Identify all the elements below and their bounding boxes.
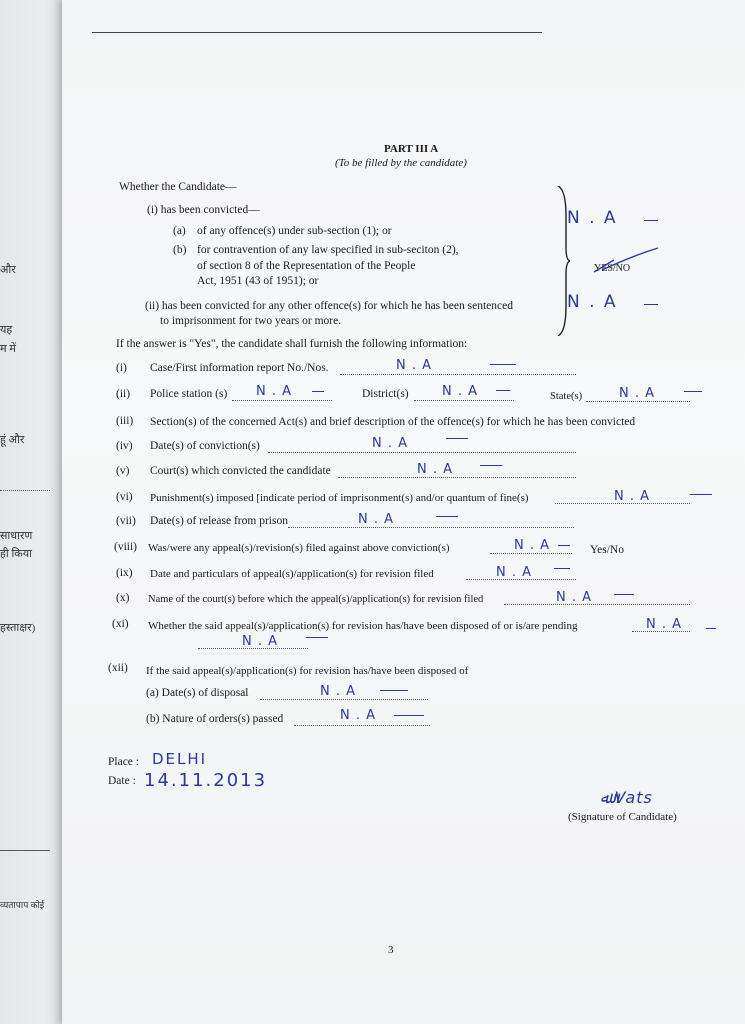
item-iv-answer: N . A	[372, 436, 409, 451]
convicted-i: (i) has been convicted—	[147, 204, 260, 216]
item-v-label: Court(s) which convicted the candidate	[150, 465, 331, 477]
convicted-ii-line1: (ii) has been convicted for any other offence(s) for which he has been sentenced	[145, 300, 513, 312]
item-vii-line	[288, 527, 574, 528]
item-x-answer: N . A	[556, 590, 593, 605]
marker-b: (b)	[173, 244, 187, 256]
state-line	[586, 401, 690, 402]
handwritten-dash	[558, 545, 570, 546]
item-xi-label: Whether the said appeal(s)/application(s) for revision has/have been disposed of or is/are pending	[148, 620, 578, 632]
convicted-b-line2: of section 8 of the Representation of the People	[197, 260, 416, 272]
convicted-ii-line2: to imprisonment for two years or more.	[160, 315, 342, 327]
item-ii-line	[232, 400, 332, 401]
handwritten-dash	[496, 390, 510, 391]
part-subtitle: (To be filled by the candidate)	[335, 157, 467, 169]
handwritten-dash	[380, 690, 408, 691]
district-answer: N . A	[442, 384, 479, 399]
item-vi-answer: N . A	[614, 489, 651, 504]
item-xii-b-answer: N . A	[340, 708, 377, 723]
item-iv-line	[268, 452, 576, 453]
date-label: Date :	[108, 775, 136, 787]
handwritten-dash	[644, 304, 658, 305]
item-xii-a-answer: N . A	[320, 684, 357, 699]
item-i-answer: N . A	[396, 358, 433, 373]
yes-no-tick-mark	[592, 246, 662, 276]
handwritten-dash	[554, 568, 570, 569]
top-rule	[92, 32, 542, 33]
item-ii-num: (ii)	[116, 388, 131, 400]
hindi-fragment: और	[0, 264, 16, 276]
item-i-num: (i)	[116, 362, 127, 374]
item-xii-a-label: (a) Date(s) of disposal	[146, 687, 249, 699]
state-label: State(s)	[550, 391, 583, 402]
hindi-fragment: व्यतापाप कोई	[0, 900, 45, 910]
state-answer: N . A	[619, 386, 656, 401]
convicted-b-line1: for contravention of any law specified in sub-seciton (2),	[197, 244, 459, 256]
item-xii-a-line	[260, 699, 428, 700]
handwritten-dash	[706, 628, 716, 629]
item-xi-answer: N . A	[646, 617, 683, 632]
item-v-num: (v)	[116, 465, 130, 477]
handwritten-dash	[436, 516, 458, 517]
dotted-rule	[0, 490, 50, 491]
part-title: PART III A	[384, 143, 439, 155]
item-iv-label: Date(s) of conviction(s)	[150, 440, 260, 452]
handwritten-dash	[394, 715, 424, 716]
intro-text: Whether the Candidate—	[119, 181, 237, 193]
item-ix-label: Date and particulars of appeal(s)/application(s) for revision filed	[150, 568, 434, 580]
item-v-line	[338, 477, 576, 478]
item-vi-label: Punishment(s) imposed [indicate period of imprisonment(s) and/or quantum of fine(s)	[150, 492, 529, 504]
item-xii-label: If the said appeal(s)/application(s) for revision has/have been disposed of	[146, 665, 469, 677]
item-x-label: Name of the court(s) before which the appeal(s)/application(s) for revision filed	[148, 594, 484, 605]
item-xii-b-label: (b) Nature of orders(s) passed	[146, 713, 284, 725]
item-x-num: (x)	[116, 592, 130, 604]
previous-page-strip	[0, 0, 62, 1024]
brace-answer-first: N . A	[567, 208, 618, 228]
handwritten-dash	[446, 438, 468, 439]
handwritten-dash	[690, 494, 712, 495]
hindi-fragment: म में	[0, 343, 16, 355]
handwritten-dash	[480, 465, 502, 466]
handwritten-dash	[312, 391, 324, 392]
handwritten-dash	[614, 594, 634, 595]
district-line	[414, 400, 514, 401]
item-xi-answer2: N . A	[242, 634, 279, 649]
marker-a: (a)	[173, 225, 186, 237]
item-xii-num: (xii)	[108, 662, 128, 674]
hindi-fragment: साधारण	[0, 530, 33, 542]
brace-answer-second: N . A	[567, 292, 618, 312]
item-x-line	[504, 604, 690, 605]
divider-rule	[0, 850, 50, 851]
item-ix-num: (ix)	[116, 567, 133, 579]
item-xii-b-line	[294, 725, 430, 726]
district-label: District(s)	[362, 388, 409, 400]
item-viii-answer: N . A	[514, 538, 551, 553]
convicted-b-line3: Act, 1951 (43 of 1951); or	[197, 275, 319, 287]
item-viii-label: Was/were any appeal(s)/revision(s) filed against above conviction(s)	[148, 542, 450, 554]
item-ii-answer: N . A	[256, 384, 293, 399]
hindi-fragment: हूं और	[0, 434, 25, 446]
handwritten-dash	[644, 220, 658, 221]
item-viii-line	[490, 553, 572, 554]
item-i-label: Case/First information report No./Nos.	[150, 362, 329, 374]
item-vi-num: (vi)	[116, 491, 133, 503]
item-iv-num: (iv)	[116, 440, 133, 452]
handwritten-dash	[490, 364, 516, 365]
form-page	[62, 0, 745, 1024]
item-vii-answer: N . A	[358, 512, 395, 527]
page-number: 3	[388, 944, 394, 956]
item-viii-yes-no: Yes/No	[590, 544, 624, 556]
item-v-answer: N . A	[417, 462, 454, 477]
item-viii-num: (viii)	[114, 541, 137, 553]
hindi-fragment: हस्ताक्षर)	[0, 622, 36, 634]
brace-yes-no: YES/NO	[594, 263, 631, 274]
item-iii-num: (iii)	[116, 415, 134, 427]
signature-scrawl: ﷲ Vats	[600, 788, 653, 807]
instruction-text: If the answer is "Yes", the candidate shall furnish the following information:	[116, 338, 468, 350]
hindi-fragment: यह	[0, 324, 13, 336]
date-value: 14.11.2013	[144, 770, 268, 791]
item-vii-num: (vii)	[116, 515, 136, 527]
item-ii-label: Police station (s)	[150, 388, 228, 400]
hindi-fragment: ही किया	[0, 548, 32, 560]
item-i-line	[340, 374, 576, 375]
item-xi-num: (xi)	[112, 618, 129, 630]
handwritten-dash	[306, 637, 328, 638]
signature-caption: (Signature of Candidate)	[568, 811, 677, 823]
handwritten-dash	[684, 391, 702, 392]
item-iii-label: Section(s) of the concerned Act(s) and brief description of the offence(s) for which he has been convicted	[150, 416, 636, 428]
convicted-a-text: of any offence(s) under sub-section (1); or	[197, 225, 392, 237]
place-value: DELHI	[152, 750, 208, 768]
item-vii-label: Date(s) of release from prison	[150, 515, 288, 527]
item-ix-answer: N . A	[496, 565, 533, 580]
place-label: Place :	[108, 756, 139, 768]
